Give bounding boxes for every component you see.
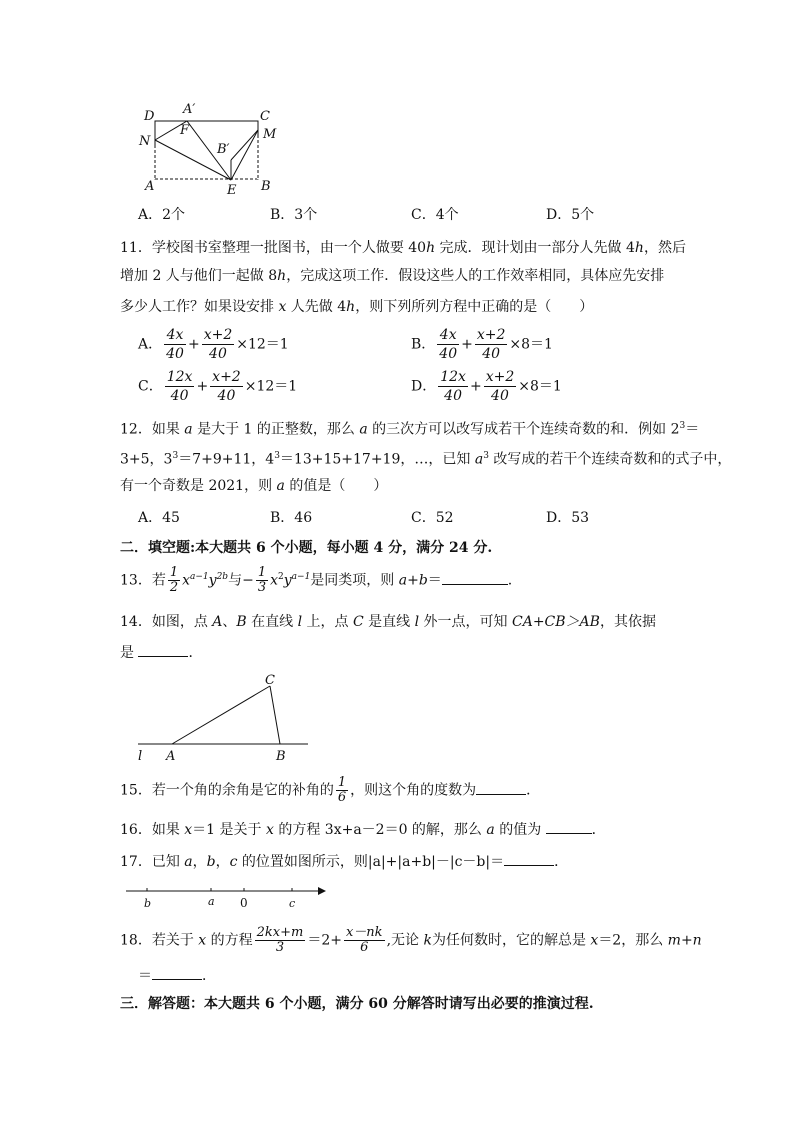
q14-line-2: 是 ．: [120, 645, 203, 661]
fig10-label-B-prime: B′: [217, 142, 230, 157]
q11-option-c[interactable]: C． $\frac{12x}{40}$ + $\frac{x+2}{40}$ ×12＝1: [138, 369, 298, 404]
fig10-label-E: E: [227, 183, 237, 198]
fig14-segment-CB: [270, 686, 280, 744]
axis-label-a: a: [208, 895, 215, 908]
fig10-label-A: A: [145, 179, 155, 194]
q11-line-2: 增加 2 人与他们一起做 8h，完成这项工作．假设这些人的工作效率相同，具体应先安排: [120, 268, 665, 284]
q13-line: 13．若 $\frac{1}{2}$ $x^{a-1}y^{2b}$与− $\frac{1}{3}$ $x^2y^{a-1}$是同类项，则 a+b＝ .: [120, 565, 513, 595]
fig14-label-l: l: [138, 749, 143, 764]
q10-option-d[interactable]: D．5个: [546, 207, 595, 223]
q16-answer-blank[interactable]: [546, 833, 592, 834]
q17-number-line: [122, 880, 332, 912]
q18-line-2: ＝ ．: [138, 968, 216, 984]
q10-option-c[interactable]: C．4个: [411, 207, 459, 223]
fig14-label-A: A: [166, 749, 176, 764]
q10-option-a[interactable]: A．2个: [138, 207, 186, 223]
axis-label-c: c: [289, 897, 296, 910]
q12-option-b[interactable]: B．46: [270, 510, 313, 526]
q11-option-b[interactable]: B． $\frac{4x}{40}$ + $\frac{x+2}{40}$ ×8＝1: [411, 327, 553, 362]
fig10-label-M: M: [263, 127, 277, 142]
fig10-label-C: C: [260, 109, 270, 124]
q10-option-b[interactable]: B．3个: [270, 207, 318, 223]
q12-line-1: 12．如果 a 是大于 1 的正整数，那么 a 的三次方可以改写成若干个连续奇数的和．例如 $2^3=$: [120, 421, 700, 438]
q12-line-2: 3+5，$3^3=7+9+11$，$4^3=13+15+17+19$，…，已知 $a^3$ 改写成的若干个连续奇数和的式子中，: [120, 451, 732, 468]
fig14-segment-CA: [172, 686, 270, 744]
fig14-label-C: C: [265, 673, 275, 688]
q14-answer-blank[interactable]: [138, 656, 188, 657]
q13-answer-blank[interactable]: [442, 584, 508, 585]
q15-line: 15．若一个角的余角是它的补角的 $\frac{1}{6}$ ，则这个角的度数为 ．: [120, 775, 541, 805]
section-3-heading: 三．解答题：本大题共 6 个小题，满分 60 分解答时请写出必要的推演过程.: [120, 996, 594, 1012]
axis-label-zero: 0: [240, 896, 248, 910]
fig10-label-B: B: [261, 179, 271, 194]
axis-label-b: b: [144, 897, 152, 910]
q17-answer-blank[interactable]: [504, 865, 554, 866]
q14-figure: [130, 672, 320, 767]
axis-arrow: [318, 887, 326, 895]
fig10-label-N: N: [139, 134, 151, 149]
q12-option-a[interactable]: A．45: [138, 510, 180, 526]
fig10-label-F: F: [180, 123, 190, 138]
q17-line: 17．已知 a，b，c 的位置如图所示，则|a|+|a+b|－|c－b|＝ ．: [120, 854, 569, 870]
q11-line-3: 多少人工作？如果设安排 x 人先做 4h，则下列所列方程中正确的是（ ）: [120, 299, 594, 315]
q11-option-a[interactable]: A． $\frac{4x}{40}$ + $\frac{x+2}{40}$ ×12＝1: [138, 327, 289, 362]
fig10-label-D: D: [144, 109, 155, 124]
q18-line-1: 18．若关于 x 的方程 $\frac{2kx+m}{3}$ ＝2+ $\frac{x-nk}{6}$ ,无论 k为任何数时，它的解总是 x＝2，那么 m+n: [120, 925, 702, 955]
section-2-heading: 二．填空题:本大题共 6 个小题，每小题 4 分，满分 24 分.: [120, 540, 493, 556]
q15-answer-blank[interactable]: [476, 794, 526, 795]
q18-answer-blank[interactable]: [152, 979, 202, 980]
q11-option-d[interactable]: D． $\frac{12x}{40}$ + $\frac{x+2}{40}$ ×8＝1: [411, 369, 562, 404]
q14-line-1: 14．如图，点 A、B 在直线 l 上，点 C 是直线 l 外一点，可知 CA+CB＞AB，其依据: [120, 614, 656, 630]
q12-option-c[interactable]: C．52: [411, 510, 454, 526]
q11-line-1: 11．学校图书室整理一批图书，由一个人做要 40h 完成．现计划由一部分人先做 4h，然后: [120, 240, 686, 256]
q10-figure: [135, 100, 285, 200]
fig14-label-B: B: [276, 749, 286, 764]
q12-option-d[interactable]: D．53: [546, 510, 590, 526]
fig10-label-A-prime: A′: [183, 102, 196, 117]
q12-line-3: 有一个奇数是 2021，则 a 的值是（ ）: [120, 478, 388, 494]
q16-line: 16．如果 x＝1 是关于 x 的方程 3x+a－2＝0 的解，那么 a 的值为 ．: [120, 822, 606, 838]
fig10-rectangle-top: [155, 121, 258, 179]
